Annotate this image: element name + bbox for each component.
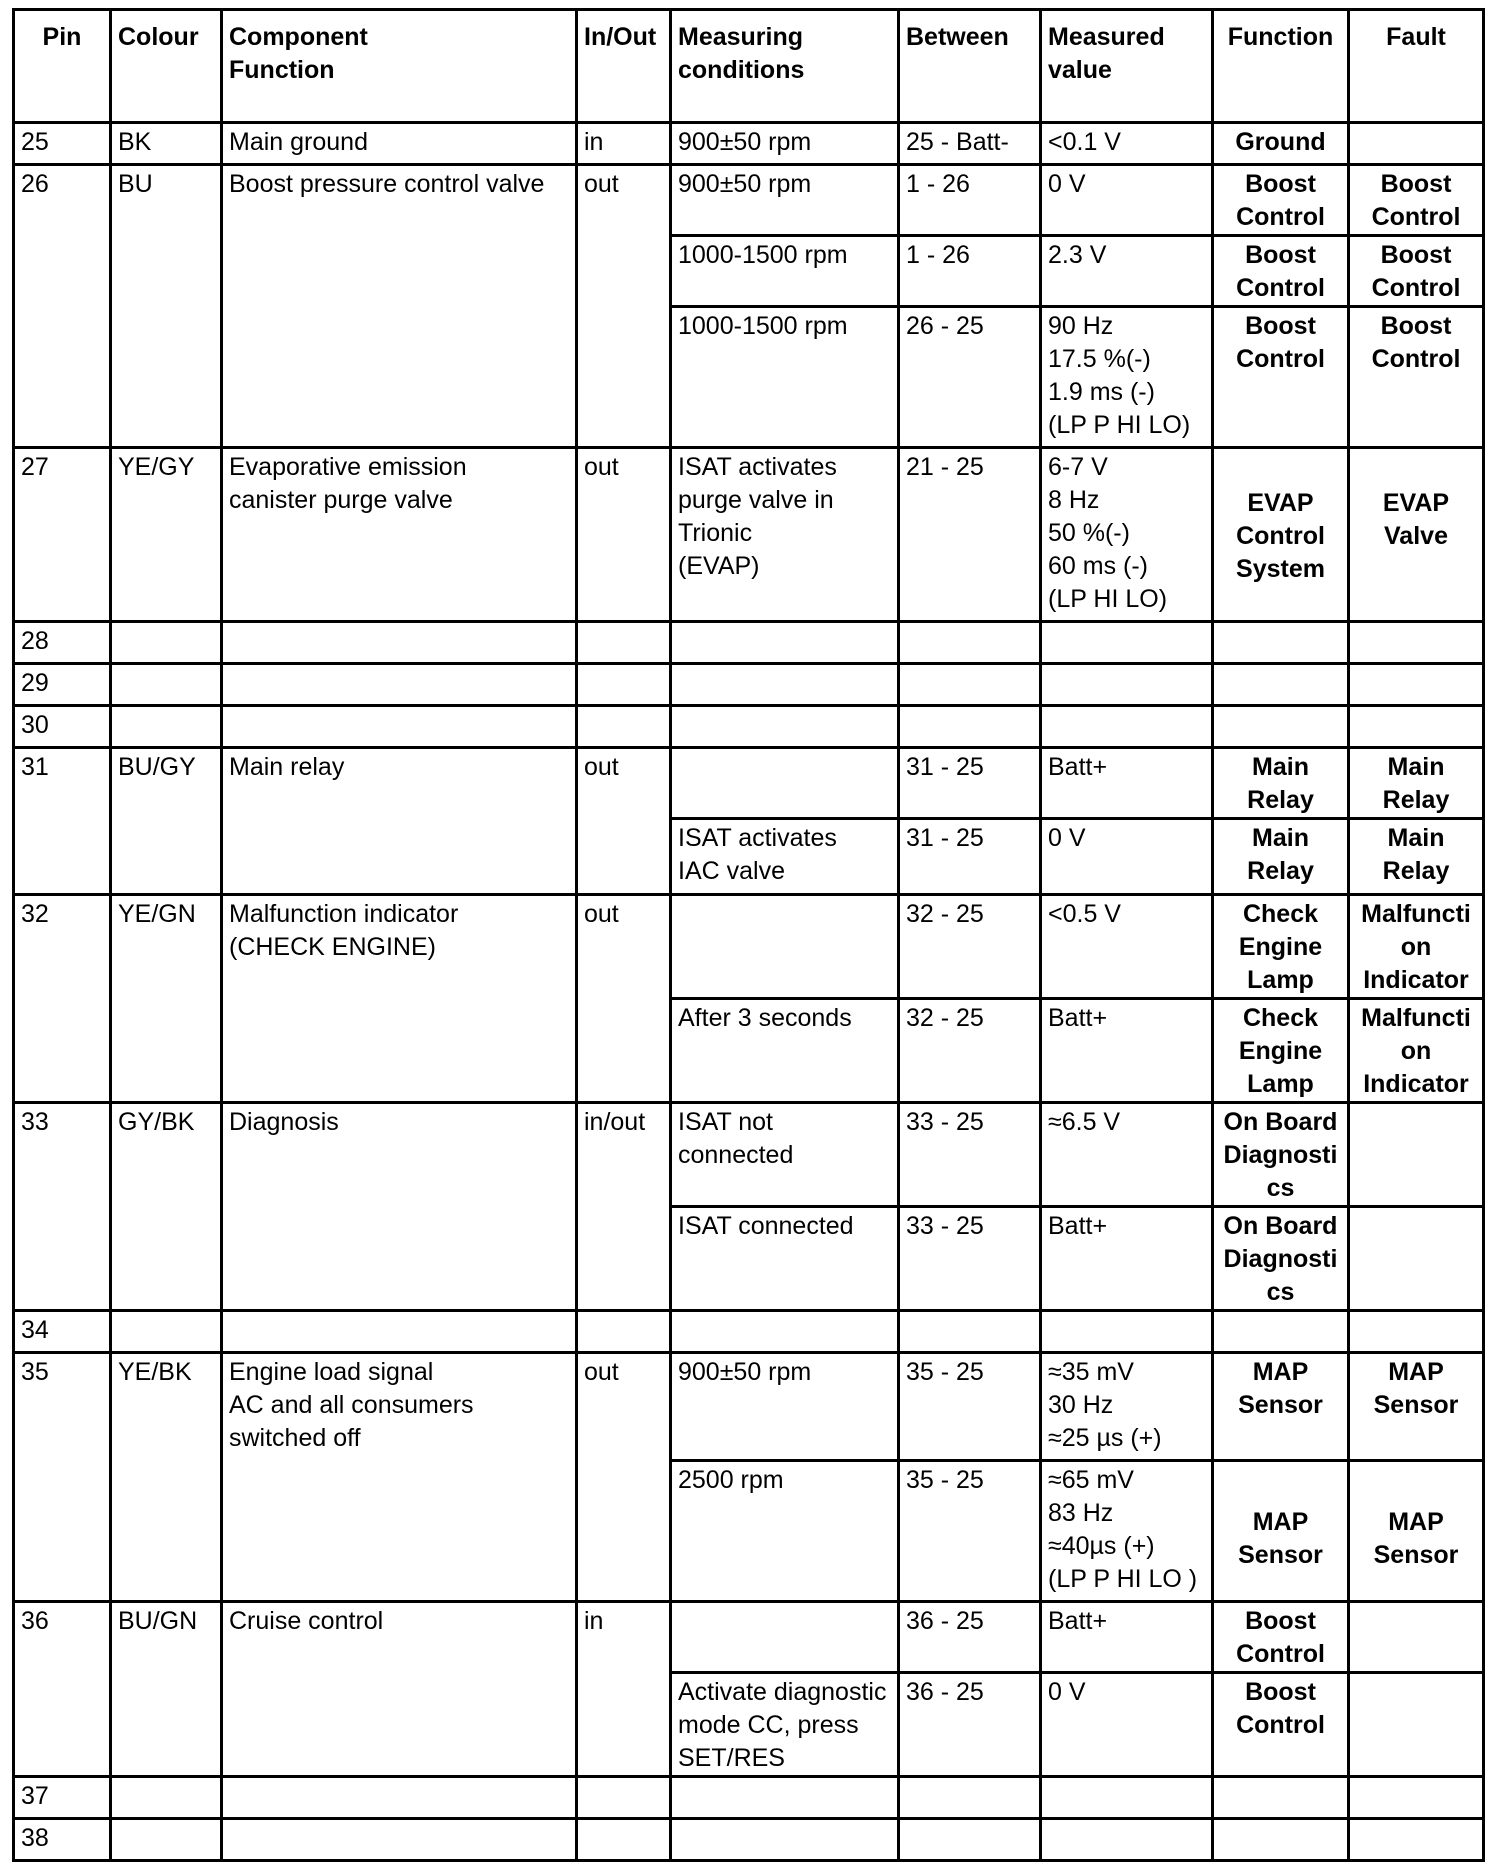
fault-cell: Malfunction Indicator xyxy=(1349,999,1484,1103)
component-cell xyxy=(222,1311,577,1353)
function-cell: MAP Sensor xyxy=(1213,1353,1349,1461)
condition-cell xyxy=(671,622,899,664)
fault-cell: Boost Control xyxy=(1349,236,1484,307)
component-cell: Malfunction indicator (CHECK ENGINE) xyxy=(222,895,577,1103)
pin-cell: 25 xyxy=(14,123,111,165)
value-cell: 2.3 V xyxy=(1041,236,1213,307)
function-cell: MAP Sensor xyxy=(1213,1461,1349,1602)
inout-cell: out xyxy=(577,895,671,1103)
fault-cell: EVAP Valve xyxy=(1349,448,1484,622)
table-row xyxy=(14,123,1484,165)
pin-cell: 29 xyxy=(14,664,111,706)
table-row xyxy=(14,165,1484,236)
fault-cell: Malfunction Indicator xyxy=(1349,895,1484,999)
fault-cell xyxy=(1349,664,1484,706)
function-cell: Check Engine Lamp xyxy=(1213,999,1349,1103)
between-cell: 33 - 25 xyxy=(899,1207,1041,1311)
pin-cell: 38 xyxy=(14,1819,111,1861)
condition-cell: ISAT connected xyxy=(671,1207,899,1311)
table-row xyxy=(14,448,1484,622)
condition-cell xyxy=(671,1311,899,1353)
pin-cell: 30 xyxy=(14,706,111,748)
table-row xyxy=(14,664,1484,706)
value-cell: <0.1 V xyxy=(1041,123,1213,165)
function-cell xyxy=(1213,1777,1349,1819)
condition-cell: 1000-1500 rpm xyxy=(671,236,899,307)
fault-cell xyxy=(1349,1311,1484,1353)
table-row xyxy=(14,1819,1484,1861)
function-cell xyxy=(1213,622,1349,664)
inout-cell xyxy=(577,664,671,706)
value-cell xyxy=(1041,664,1213,706)
between-cell: 36 - 25 xyxy=(899,1602,1041,1673)
pin-cell: 31 xyxy=(14,748,111,895)
function-cell: Boost Control xyxy=(1213,236,1349,307)
between-cell: 1 - 26 xyxy=(899,236,1041,307)
pin-cell: 28 xyxy=(14,622,111,664)
between-cell xyxy=(899,664,1041,706)
condition-cell xyxy=(671,664,899,706)
function-cell xyxy=(1213,706,1349,748)
component-cell: Cruise control xyxy=(222,1602,577,1777)
condition-cell: 900±50 rpm xyxy=(671,165,899,236)
function-cell xyxy=(1213,1311,1349,1353)
inout-cell xyxy=(577,1777,671,1819)
inout-cell: out xyxy=(577,748,671,895)
colour-cell xyxy=(111,1777,222,1819)
table-row xyxy=(14,622,1484,664)
function-cell: On Board Diagnostics xyxy=(1213,1207,1349,1311)
header-fault: Fault xyxy=(1349,10,1484,123)
between-cell: 33 - 25 xyxy=(899,1103,1041,1207)
colour-cell: BU/GY xyxy=(111,748,222,895)
function-cell: Boost Control xyxy=(1213,165,1349,236)
between-cell: 35 - 25 xyxy=(899,1461,1041,1602)
header-measured-value: Measured value xyxy=(1041,10,1213,123)
pin-cell: 35 xyxy=(14,1353,111,1602)
function-cell xyxy=(1213,664,1349,706)
condition-cell: 900±50 rpm xyxy=(671,1353,899,1461)
colour-cell: BU/GN xyxy=(111,1602,222,1777)
between-cell: 31 - 25 xyxy=(899,748,1041,819)
colour-cell: YE/GN xyxy=(111,895,222,1103)
pin-cell: 34 xyxy=(14,1311,111,1353)
inout-cell: in/out xyxy=(577,1103,671,1311)
between-cell: 36 - 25 xyxy=(899,1673,1041,1777)
component-cell: Engine load signal AC and all consumers switched off xyxy=(222,1353,577,1602)
between-cell xyxy=(899,1311,1041,1353)
value-cell xyxy=(1041,622,1213,664)
condition-cell xyxy=(671,895,899,999)
header-row xyxy=(14,10,1484,123)
inout-cell xyxy=(577,706,671,748)
fault-cell xyxy=(1349,1207,1484,1311)
component-cell xyxy=(222,1819,577,1861)
function-cell xyxy=(1213,1819,1349,1861)
function-cell: On Board Diagnostics xyxy=(1213,1103,1349,1207)
header-measuring-conditions: Measuring conditions xyxy=(671,10,899,123)
value-cell xyxy=(1041,1777,1213,1819)
header-between: Between xyxy=(899,10,1041,123)
component-cell xyxy=(222,706,577,748)
condition-cell xyxy=(671,748,899,819)
condition-cell: After 3 seconds xyxy=(671,999,899,1103)
colour-cell: BU xyxy=(111,165,222,448)
table-row xyxy=(14,1103,1484,1207)
inout-cell: out xyxy=(577,448,671,622)
fault-cell: Main Relay xyxy=(1349,819,1484,895)
between-cell: 32 - 25 xyxy=(899,895,1041,999)
between-cell: 21 - 25 xyxy=(899,448,1041,622)
function-cell: Boost Control xyxy=(1213,1602,1349,1673)
condition-cell xyxy=(671,1602,899,1673)
colour-cell xyxy=(111,664,222,706)
table-row xyxy=(14,748,1484,819)
inout-cell: in xyxy=(577,1602,671,1777)
pin-table-sheet xyxy=(12,8,1482,1852)
pin-cell: 33 xyxy=(14,1103,111,1311)
value-cell: 0 V xyxy=(1041,819,1213,895)
table-row xyxy=(14,895,1484,999)
value-cell xyxy=(1041,706,1213,748)
component-cell: Main ground xyxy=(222,123,577,165)
inout-cell: out xyxy=(577,165,671,448)
condition-cell xyxy=(671,706,899,748)
inout-cell xyxy=(577,1311,671,1353)
function-cell: Ground xyxy=(1213,123,1349,165)
header-pin: Pin xyxy=(14,10,111,123)
value-cell: Batt+ xyxy=(1041,999,1213,1103)
between-cell: 25 - Batt- xyxy=(899,123,1041,165)
colour-cell xyxy=(111,1311,222,1353)
fault-cell: MAP Sensor xyxy=(1349,1353,1484,1461)
component-cell: Evaporative emission canister purge valve xyxy=(222,448,577,622)
between-cell xyxy=(899,622,1041,664)
condition-cell: 1000-1500 rpm xyxy=(671,307,899,448)
colour-cell xyxy=(111,706,222,748)
value-cell: ≈35 mV 30 Hz ≈25 µs (+) xyxy=(1041,1353,1213,1461)
between-cell xyxy=(899,1819,1041,1861)
table-row xyxy=(14,1353,1484,1461)
function-cell: EVAP Control System xyxy=(1213,448,1349,622)
value-cell xyxy=(1041,1819,1213,1861)
between-cell: 32 - 25 xyxy=(899,999,1041,1103)
component-cell xyxy=(222,664,577,706)
fault-cell xyxy=(1349,1602,1484,1673)
colour-cell: YE/BK xyxy=(111,1353,222,1602)
pin-cell: 36 xyxy=(14,1602,111,1777)
fault-cell xyxy=(1349,1777,1484,1819)
pin-cell: 26 xyxy=(14,165,111,448)
value-cell: Batt+ xyxy=(1041,748,1213,819)
condition-cell xyxy=(671,1819,899,1861)
function-cell: Main Relay xyxy=(1213,748,1349,819)
fault-cell xyxy=(1349,1673,1484,1777)
colour-cell xyxy=(111,1819,222,1861)
fault-cell: Main Relay xyxy=(1349,748,1484,819)
header-inout: In/Out xyxy=(577,10,671,123)
between-cell: 35 - 25 xyxy=(899,1353,1041,1461)
value-cell: ≈6.5 V xyxy=(1041,1103,1213,1207)
fault-cell xyxy=(1349,622,1484,664)
fault-cell: Boost Control xyxy=(1349,307,1484,448)
condition-cell: 2500 rpm xyxy=(671,1461,899,1602)
function-cell: Boost Control xyxy=(1213,307,1349,448)
fault-cell xyxy=(1349,1819,1484,1861)
value-cell: Batt+ xyxy=(1041,1602,1213,1673)
inout-cell: in xyxy=(577,123,671,165)
condition-cell: ISAT activates IAC valve xyxy=(671,819,899,895)
function-cell: Main Relay xyxy=(1213,819,1349,895)
fault-cell xyxy=(1349,123,1484,165)
value-cell: 0 V xyxy=(1041,1673,1213,1777)
function-cell: Check Engine Lamp xyxy=(1213,895,1349,999)
pin-table xyxy=(12,8,1485,1862)
fault-cell: Boost Control xyxy=(1349,165,1484,236)
fault-cell xyxy=(1349,706,1484,748)
between-cell xyxy=(899,1777,1041,1819)
value-cell: 0 V xyxy=(1041,165,1213,236)
pin-cell: 27 xyxy=(14,448,111,622)
fault-cell: MAP Sensor xyxy=(1349,1461,1484,1602)
inout-cell xyxy=(577,622,671,664)
condition-cell xyxy=(671,1777,899,1819)
colour-cell: BK xyxy=(111,123,222,165)
value-cell: Batt+ xyxy=(1041,1207,1213,1311)
colour-cell: YE/GY xyxy=(111,448,222,622)
function-cell: Boost Control xyxy=(1213,1673,1349,1777)
header-component: Component Function xyxy=(222,10,577,123)
condition-cell: Activate diagnostic mode CC, press SET/RES xyxy=(671,1673,899,1777)
between-cell: 1 - 26 xyxy=(899,165,1041,236)
value-cell: <0.5 V xyxy=(1041,895,1213,999)
value-cell: 6-7 V 8 Hz 50 %(-) 60 ms (-) (LP HI LO) xyxy=(1041,448,1213,622)
pin-cell: 37 xyxy=(14,1777,111,1819)
value-cell xyxy=(1041,1311,1213,1353)
header-colour: Colour xyxy=(111,10,222,123)
component-cell xyxy=(222,1777,577,1819)
colour-cell xyxy=(111,622,222,664)
component-cell: Main relay xyxy=(222,748,577,895)
fault-cell xyxy=(1349,1103,1484,1207)
inout-cell xyxy=(577,1819,671,1861)
between-cell: 31 - 25 xyxy=(899,819,1041,895)
component-cell xyxy=(222,622,577,664)
inout-cell: out xyxy=(577,1353,671,1602)
component-cell: Boost pressure control valve xyxy=(222,165,577,448)
pin-cell: 32 xyxy=(14,895,111,1103)
table-row xyxy=(14,706,1484,748)
table-row xyxy=(14,1311,1484,1353)
condition-cell: ISAT not connected xyxy=(671,1103,899,1207)
component-cell: Diagnosis xyxy=(222,1103,577,1311)
table-row xyxy=(14,1602,1484,1673)
between-cell: 26 - 25 xyxy=(899,307,1041,448)
colour-cell: GY/BK xyxy=(111,1103,222,1311)
value-cell: 90 Hz 17.5 %(-) 1.9 ms (-) (LP P HI LO) xyxy=(1041,307,1213,448)
condition-cell: ISAT activates purge valve in Trionic (EVAP) xyxy=(671,448,899,622)
header-function: Function xyxy=(1213,10,1349,123)
condition-cell: 900±50 rpm xyxy=(671,123,899,165)
table-row xyxy=(14,1777,1484,1819)
value-cell: ≈65 mV 83 Hz ≈40µs (+) (LP P HI LO ) xyxy=(1041,1461,1213,1602)
between-cell xyxy=(899,706,1041,748)
